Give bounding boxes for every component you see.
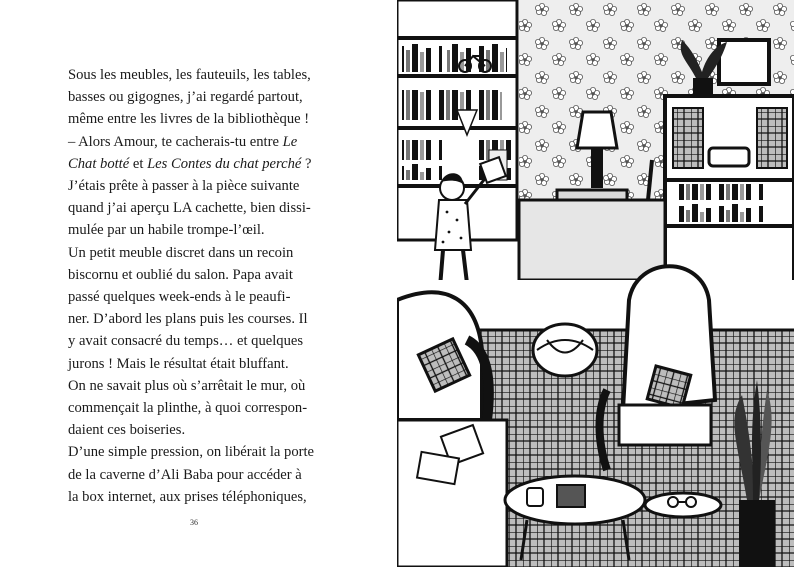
text-line: biscornu et oublié du salon. Papa avait [68, 266, 293, 283]
illustration-page [397, 0, 794, 567]
text-line: de la caverne d’Ali Baba pour accéder à [68, 466, 302, 483]
book-title-1-cont: Chat botté [68, 155, 130, 172]
text-line: daient ces boiseries. [68, 422, 186, 439]
wainscot [519, 200, 665, 280]
body-text [68, 64, 330, 508]
wall-frame [719, 40, 769, 84]
paragraph-2-dialogue [68, 131, 330, 175]
text-line: jurons ! Mais le résultat était bluffant. [68, 355, 289, 372]
living-room-illustration [397, 0, 794, 567]
text-line: même entre les livres de la bibliothèque ! [68, 111, 310, 128]
text-line: la box internet, aux prises téléphoniques, [68, 488, 307, 505]
radio-cabinet [665, 96, 794, 286]
book-title-2: Les Contes du chat perché [147, 155, 302, 172]
text-line: Sous les meubles, les fauteuils, les tables, [68, 67, 311, 83]
text-line: J’étais prête à passer à la pièce suivante [68, 178, 300, 195]
page-number: 36 [190, 518, 198, 527]
book-title-1: Le [282, 133, 298, 150]
text-line: commençait la plinthe, à quoi correspon- [68, 400, 308, 417]
dialogue-text: – Alors Amour, te cacherais-tu entre [68, 133, 283, 150]
text-line: passé quelques week-ends à le peaufi- [68, 289, 291, 306]
paragraph-1 [68, 64, 330, 131]
text-line: On ne savait plus où s’arrêtait le mur, où [68, 377, 306, 394]
connector-text: et [129, 155, 148, 172]
text-line: ner. D’abord les plans puis les courses. Il [68, 311, 308, 328]
text-line: Un petit meuble discret dans un recoin [68, 244, 294, 261]
text-line: y avait consacré du temps… et quelques [68, 333, 304, 350]
text-line: quand j’ai aperçu LA cachette, bien dissi- [68, 200, 311, 217]
glasses-table [645, 493, 721, 517]
pouf-icon [533, 324, 597, 376]
paragraph-3 [68, 175, 330, 242]
paragraph-4 [68, 242, 330, 442]
text-line: D’une simple pression, on libérait la porte [68, 444, 315, 461]
paragraph-5 [68, 441, 330, 508]
text-line: basses ou gigognes, j’ai regardé partout, [68, 89, 303, 106]
dialogue-end: ? [301, 155, 312, 172]
text-line: mulée par un habile trompe-l’œil. [68, 222, 265, 239]
